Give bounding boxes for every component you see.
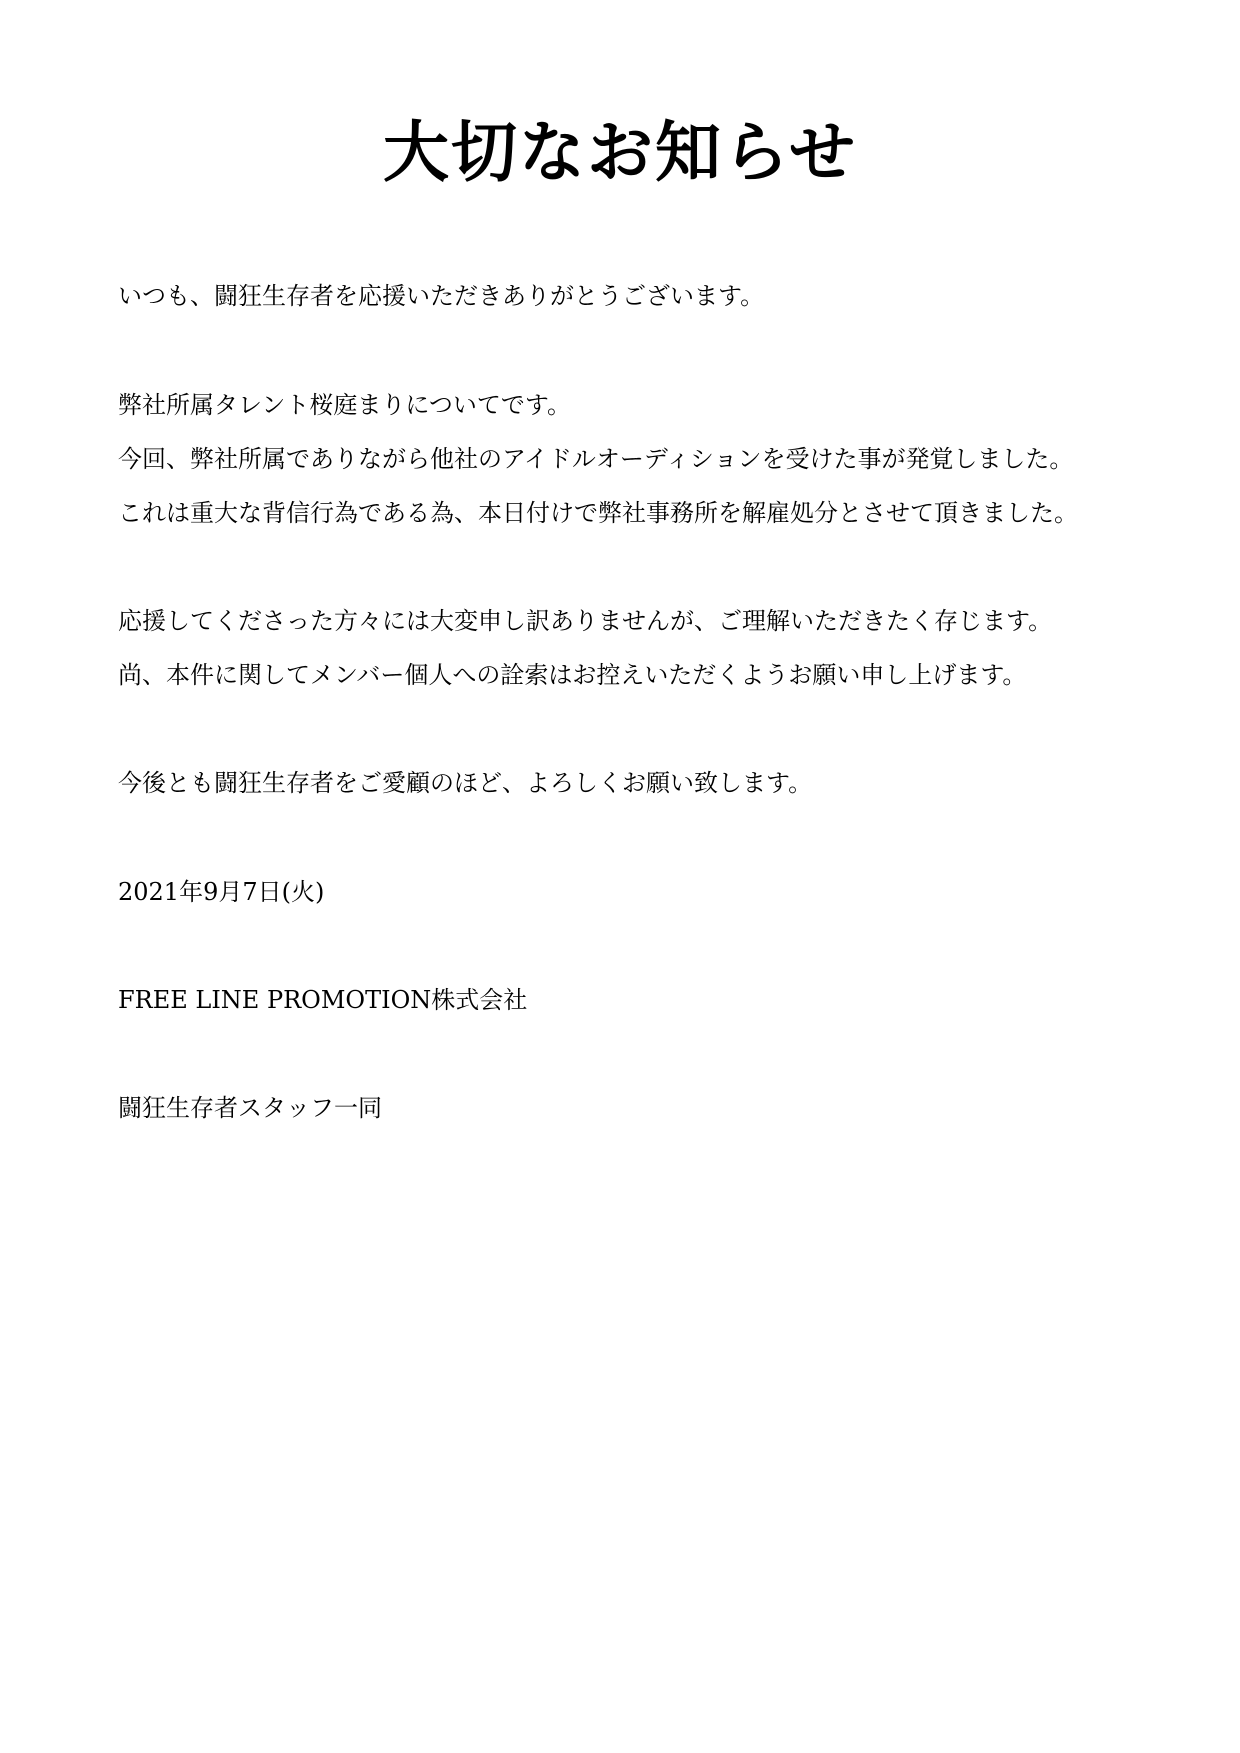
date-line: 2021年9月7日(火) [118,878,325,906]
body-line: 尚、本件に関してメンバー個人への詮索はお控えいただくようお願い申し上げます。 [118,661,1027,689]
body-line: 応援してくださった方々には大変申し訳ありませんが、ご理解いただきたく存じます。 [118,607,1053,635]
staff-signature: 闘狂生存者スタッフ一同 [118,1094,382,1122]
closing-line: 今後とも闘狂生存者をご愛顧のほど、よろしくお願い致します。 [118,769,813,797]
notice-title: 大切なお知らせ [382,113,858,191]
body-line: 弊社所属タレント桜庭まりについてです。 [118,391,571,419]
company-name: FREE LINE PROMOTION株式会社 [118,986,528,1014]
greeting-line: いつも、闘狂生存者を応援いただきありがとうございます。 [118,282,765,310]
body-line: 今回、弊社所属でありながら他社のアイドルオーディションを受けた事が発覚しました。 [118,445,1074,473]
body-line: これは重大な背信行為である為、本日付けで弊社事務所を解雇処分とさせて頂きました。 [118,499,1078,527]
